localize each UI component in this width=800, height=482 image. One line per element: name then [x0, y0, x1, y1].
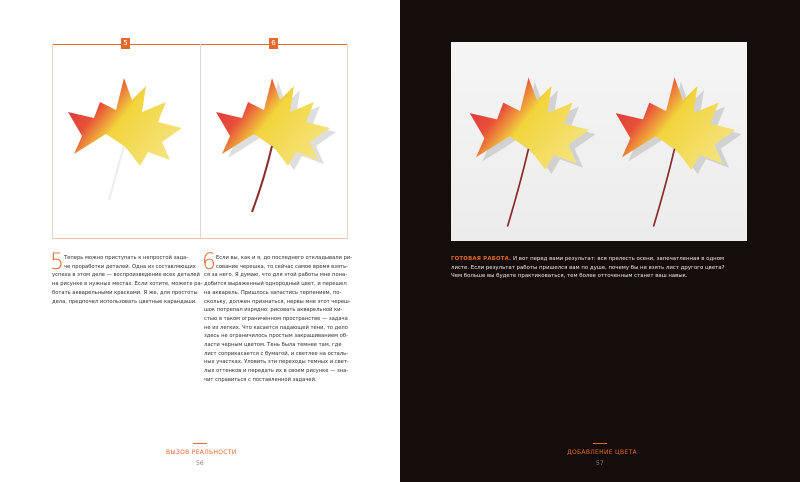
finished-work-photo — [451, 42, 747, 241]
column-rule — [347, 44, 348, 238]
caption-line — [451, 255, 751, 264]
step-6-illustration — [202, 50, 347, 236]
text-line: здесь не ограничилось простым закрашиванием об- — [204, 333, 348, 340]
text-line: лист соприкасается с бумагой, и светлее на осталь- — [204, 350, 349, 357]
step-badge: 6 — [269, 38, 278, 49]
maple-leaf-icon — [202, 50, 347, 236]
text-line: Если вы, как и я, до последнего откладывали ри- — [216, 255, 353, 261]
step-5-illustration — [54, 50, 199, 236]
bottom-rule — [52, 238, 348, 239]
text-line: ласти черным цветом. Тень была темнее там, где — [204, 342, 342, 349]
maple-leaf-icon — [451, 42, 747, 241]
caption-line: листе. Если результат работы пришелся вам по душе, почему бы не взять лист другого цвета? — [451, 264, 725, 271]
page-number: 57 — [596, 460, 604, 467]
text-line: стью в таком ограниченном пространстве — задача — [204, 315, 348, 322]
step-number: 6 — [202, 250, 216, 275]
step-5-text — [52, 254, 203, 306]
finished-work-caption — [451, 255, 751, 281]
text-line: сование черешка, то сейчас самое время взять- — [216, 263, 349, 270]
caption-lead: ГОТОВАЯ РАБОТА. — [451, 256, 512, 262]
footer-rule — [193, 443, 207, 444]
text-line: добится выраженный однородный цвет, и перешел — [204, 281, 347, 288]
column-rule — [200, 44, 201, 238]
text-line: не из легких. Что касается падающей тени, то дело — [204, 324, 348, 331]
text-line: шок потрепал изрядно: рисовать акварельной ки- — [204, 307, 343, 314]
text-line: ся за него. Я думаю, что для этой работы мне пона- — [204, 272, 348, 279]
text-line: че проработки деталей. Одна из составляющих — [64, 263, 196, 270]
step-number: 5 — [50, 250, 64, 275]
column-rule — [52, 44, 53, 238]
running-title: ДОБАВЛЕНИЕ ЦВЕТА — [567, 449, 637, 456]
maple-leaf-icon — [54, 50, 199, 236]
text-line: дела, предпочел использовать цветные карандаши. — [52, 298, 197, 305]
step-badge: 5 — [121, 38, 130, 49]
page-number: 56 — [196, 460, 204, 467]
text-line: лых оттенков и передать их в своем рисунке — зна- — [204, 368, 349, 375]
footer-rule — [593, 443, 607, 444]
caption-line: Чем больше вы будете практиковаться, тем более отточенным станет ваш навык. — [451, 273, 688, 280]
text-line: ботать акварельными красками. Я же, для простоты — [52, 289, 198, 296]
text-line: на акварель. Пришлось запастись терпением, по- — [204, 289, 342, 296]
running-title: ВЫЗОВ РЕАЛЬНОСТИ — [166, 449, 237, 456]
text-line: ных участках. Уловить эти переходы темных и свет- — [204, 359, 349, 366]
caption-text: И вот перед вами результат: вся прелесть осени, запечатленная в одном — [513, 256, 725, 262]
step-6-text — [204, 254, 353, 385]
text-line: Теперь можно приступать к непростой зада- — [64, 255, 189, 261]
text-line: чит справиться с поставленной задачей. — [204, 376, 317, 383]
text-line: скольку, должен признаться, нервы мне этот череш- — [204, 298, 351, 305]
text-line: на рисунке в нужных местах. Если хотите, можете ра- — [52, 281, 203, 288]
text-line: успеха в этом деле — воспроизведение всех деталей — [52, 272, 200, 279]
